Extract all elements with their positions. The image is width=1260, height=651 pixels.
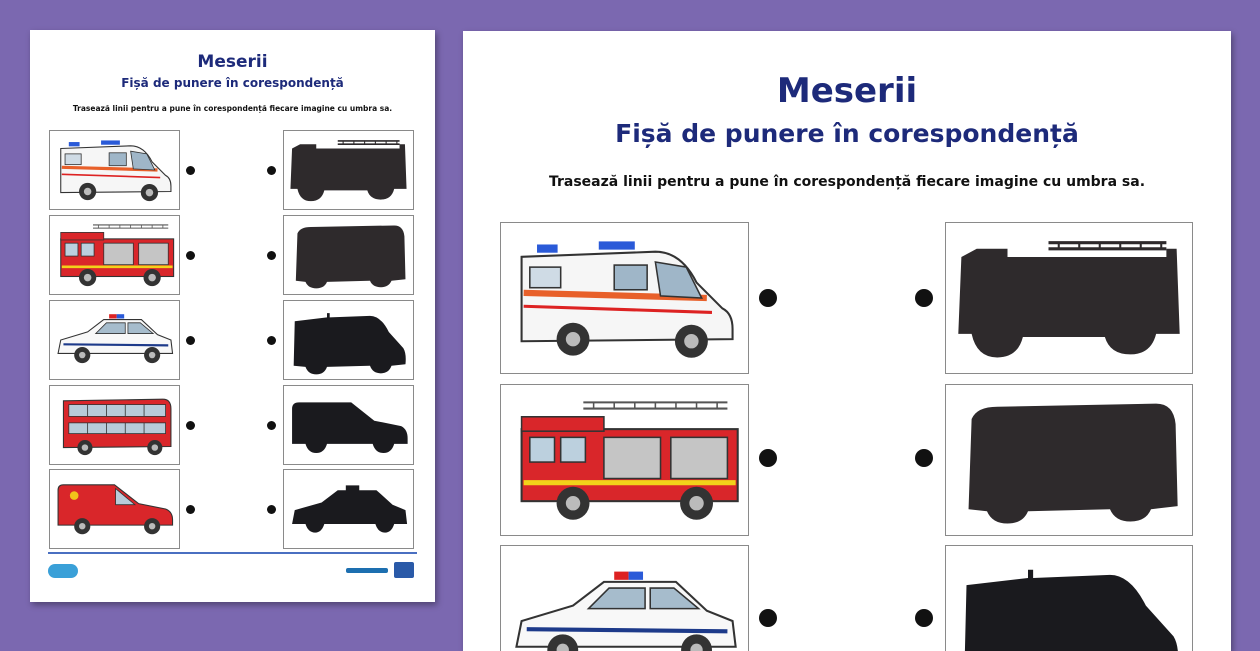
ambulance-icon [501,223,748,373]
fire-truck-silhouette-icon [946,223,1192,373]
match-dot-right[interactable] [267,336,276,345]
brand-logo-icon [48,564,78,578]
police-car-icon [501,546,748,651]
police-car-silhouette-icon [284,470,413,548]
worksheet-instruction: Trasează linii pentru a pune în corespondență fiecare imagine cu umbra sa. [548,174,1146,190]
fire-truck-silhouette-icon [284,131,413,209]
worksheet-instruction: Trasează linii pentru a pune în corespondență fiecare imagine cu umbra sa. [72,104,393,113]
publisher-badge-icon [394,562,414,578]
match-dot-left[interactable] [186,251,195,260]
match-dot-right[interactable] [267,505,276,514]
worksheet-thumbnail [30,30,435,602]
match-dot-right[interactable] [915,289,933,307]
worksheet-subtitle: Fișă de punere în corespondență [615,119,1079,148]
match-dot-left[interactable] [186,166,195,175]
van-silhouette-icon [284,386,413,464]
postal-van-icon [50,470,179,548]
bus-silhouette-icon [284,216,413,294]
ambulance-shadow-card [283,300,414,380]
fire-truck-card [500,384,749,536]
worksheet-zoomed [463,31,1231,651]
bus-icon [50,386,179,464]
van-shadow-card [283,385,414,465]
website-mark-icon [346,568,388,573]
fire-truck-shadow-card [945,222,1193,374]
fire-truck-icon [50,216,179,294]
match-dot-right[interactable] [915,449,933,467]
fire-truck-icon [501,385,748,535]
fire-truck-shadow-card [283,130,414,210]
footer-divider [48,552,417,554]
police-car-icon [50,301,179,379]
ambulance-card [49,130,180,210]
ambulance-icon [50,131,179,209]
ambulance-silhouette-icon [284,301,413,379]
bus-silhouette-icon [946,385,1192,535]
match-dot-left[interactable] [759,289,777,307]
postal-van-card [49,469,180,549]
match-dot-left[interactable] [186,336,195,345]
match-dot-right[interactable] [915,609,933,627]
match-dot-right[interactable] [267,251,276,260]
bus-shadow-card [283,215,414,295]
police-car-card [49,300,180,380]
match-dot-left[interactable] [759,449,777,467]
ambulance-shadow-card [945,545,1193,651]
ambulance-card [500,222,749,374]
match-dot-right[interactable] [267,166,276,175]
ambulance-silhouette-icon [946,546,1192,651]
match-dot-right[interactable] [267,421,276,430]
bus-card [49,385,180,465]
match-dot-left[interactable] [186,421,195,430]
worksheet-title: Meserii [197,52,268,72]
police-car-card [500,545,749,651]
police-car-shadow-card [283,469,414,549]
match-dot-left[interactable] [759,609,777,627]
fire-truck-card [49,215,180,295]
bus-shadow-card [945,384,1193,536]
worksheet-subtitle: Fișă de punere în corespondență [121,76,344,90]
match-dot-left[interactable] [186,505,195,514]
worksheet-title: Meserii [776,71,918,111]
